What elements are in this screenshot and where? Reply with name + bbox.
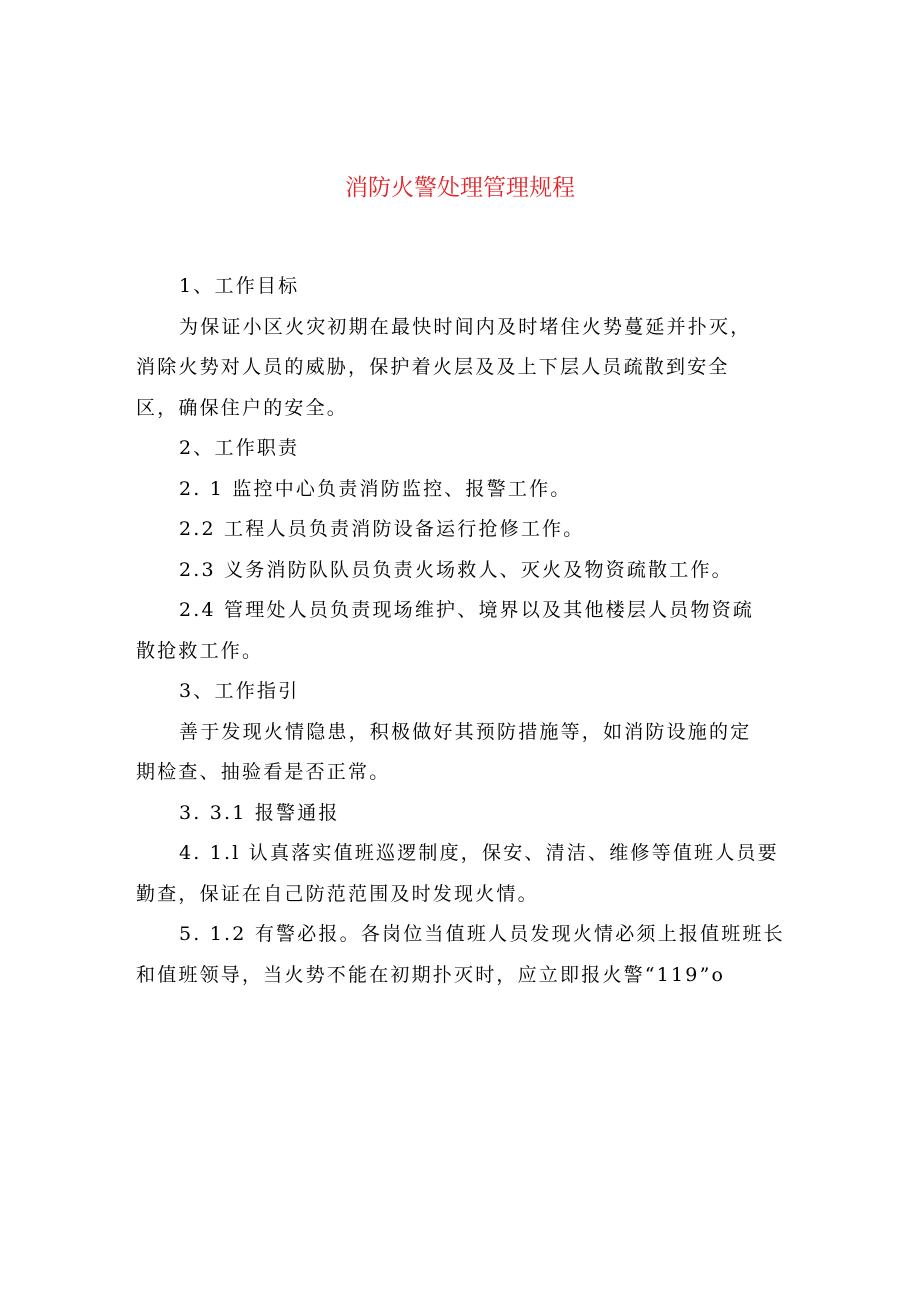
paragraph-line: 善于发现火情隐患，积极做好其预防措施等，如消防设施的定 xyxy=(179,720,752,743)
paragraph-line: 2、工作职责 xyxy=(179,437,300,459)
paragraph-line: 2. 1 监控中心负责消防监控、报警工作。 xyxy=(179,477,572,500)
paragraph-line: 3. 3.1 报警通报 xyxy=(179,801,340,824)
paragraph-line: 5. 1.2 有警必报。各岗位当值班人员发现火情必须上报值班班长 xyxy=(179,923,785,945)
paragraph-continuation-line: 散抢救工作。 xyxy=(136,639,264,662)
paragraph-line: 2.2 工程人员负责消防设备运行抢修工作。 xyxy=(179,518,585,540)
paragraph-line: 为保证小区火灾初期在最快时间内及时堵住火势蔓延并扑灭， xyxy=(179,315,752,338)
paragraph-line: 2.4 管理处人员负责现场维护、境界以及其他楼层人员物资疏 xyxy=(179,599,755,621)
paragraph-line: 3、工作指引 xyxy=(179,680,300,702)
paragraph-continuation-line: 期检查、抽验看是否正常。 xyxy=(136,761,391,783)
paragraph-continuation-line: 和值班领导，当火势不能在初期扑灭时，应立即报火警“119”o xyxy=(136,963,726,986)
document-body xyxy=(136,266,796,995)
paragraph-line: 4. 1.l 认真落实值班巡逻制度，保安、清洁、维修等值班人员要 xyxy=(179,842,779,864)
paragraph-continuation-line: 区，确保住户的安全。 xyxy=(136,396,349,419)
paragraph-line: 2.3 义务消防队队员负责火场救人、灭火及物资疏散工作。 xyxy=(179,558,733,581)
document-title: 消防火警处理管理规程 xyxy=(345,175,575,201)
paragraph-continuation-line: 勤查，保证在自己防范范围及时发现火情。 xyxy=(136,882,539,905)
paragraph-continuation-line: 消除火势对人员的威胁，保护着火层及及上下层人员疏散到安全 xyxy=(136,356,730,378)
paragraph-line: 1、工作目标 xyxy=(179,275,300,297)
